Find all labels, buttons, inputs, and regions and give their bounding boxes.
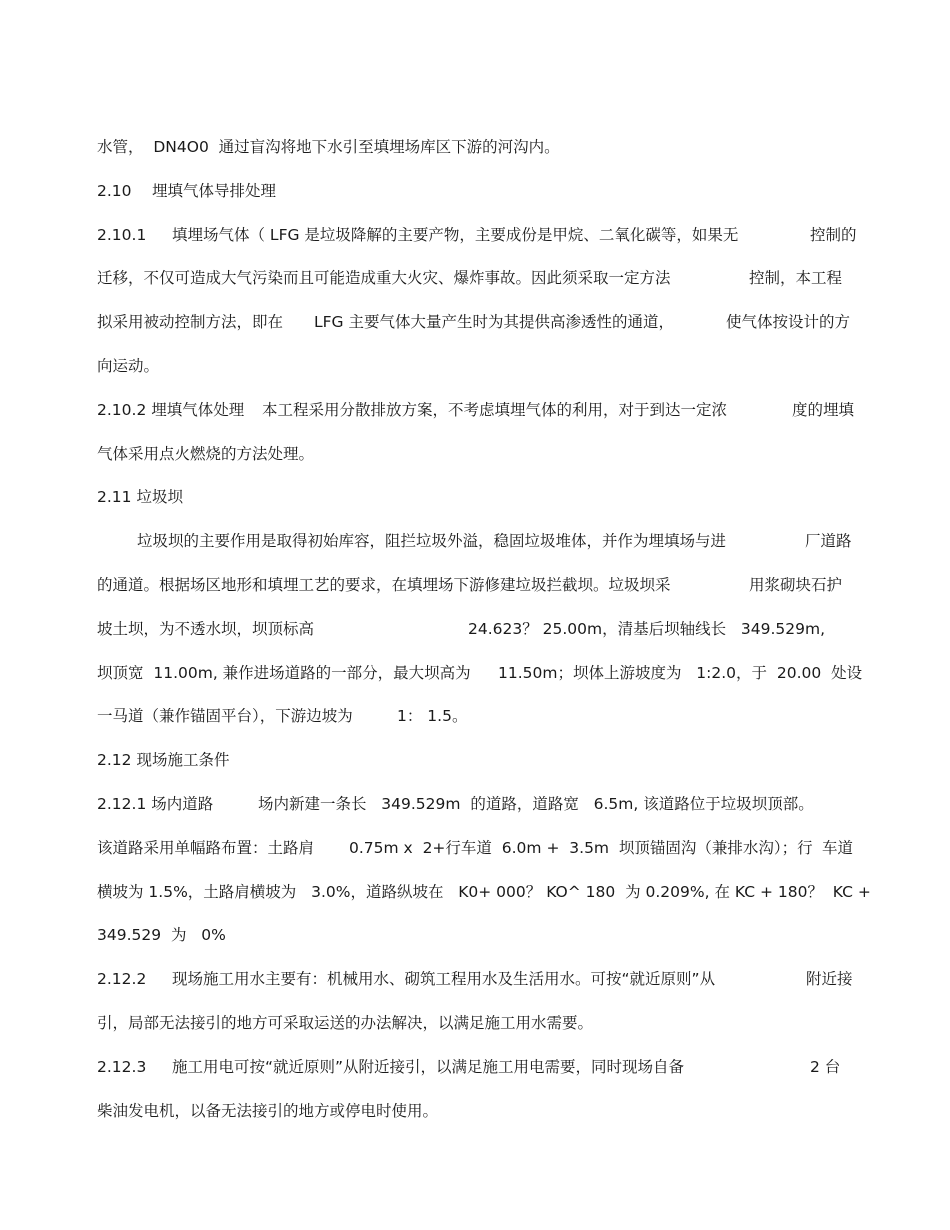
text-line xyxy=(0,530,950,552)
text-line xyxy=(0,574,950,596)
text-segment: 坡土坝，为不透水坝，坝顶标高 xyxy=(97,620,315,638)
text-segment: 11.50m；坝体上游坡度为 1:2.0，于 20.00 处设 xyxy=(498,664,863,682)
section-number: 2.10.1 xyxy=(97,226,147,244)
text-segment: 2 台 xyxy=(810,1058,841,1076)
text-line xyxy=(0,881,950,903)
text-line xyxy=(0,1100,950,1122)
text-segment: 气体采用点火燃烧的方法处理。 xyxy=(97,445,315,463)
text-segment: 施工用电可按“就近原则”从附近接引，以满足施工用电需要，同时现场自备 xyxy=(172,1058,685,1076)
section-heading xyxy=(0,749,950,771)
text-line xyxy=(0,837,950,859)
text-segment: 迁移，不仅可造成大气污染而且可能造成重大火灾、爆炸事故。因此须采取一定方法 xyxy=(97,269,671,287)
text-segment: 厂道路 xyxy=(805,532,852,550)
section-title: 2.12 现场施工条件 xyxy=(97,751,230,769)
text-segment: 1： 1.5。 xyxy=(397,707,468,725)
text-segment: 车道 xyxy=(822,839,854,857)
text-line xyxy=(0,1056,950,1078)
text-line xyxy=(0,793,950,815)
text-segment: 引，局部无法接引的地方可采取运送的办法解决，以满足施工用水需要。 xyxy=(97,1014,594,1032)
text-line xyxy=(0,968,950,990)
text-segment: 用浆砌块石护 xyxy=(749,576,843,594)
text-line xyxy=(0,136,950,158)
text-line xyxy=(0,355,950,377)
text-segment: 使气体按设计的方 xyxy=(726,313,851,331)
text-segment: 24.623？ 25.00m，清基后坝轴线长 349.529m, xyxy=(468,620,826,638)
text-segment: 横坡为 1.5%，土路肩横坡为 3.0%，道路纵坡在 K0+ 000？ KO^ 180 为 0.209%, 在 KC + 180？ KC + xyxy=(97,883,871,901)
section-heading xyxy=(0,180,950,202)
text-line xyxy=(0,267,950,289)
text-line xyxy=(0,311,950,333)
section-number: 2.10 xyxy=(97,182,132,200)
text-line xyxy=(0,224,950,246)
text-line xyxy=(0,705,950,727)
section-heading xyxy=(0,486,950,508)
text-segment: 填埋场气体（ LFG 是垃圾降解的主要产物，主要成份是甲烷、二氧化碳等，如果无 xyxy=(172,226,739,244)
text-line xyxy=(0,1012,950,1034)
text-segment: 现场施工用水主要有：机械用水、砌筑工程用水及生活用水。可按“就近原则”从 xyxy=(172,970,716,988)
section-number: 2.12.2 xyxy=(97,970,147,988)
text-line xyxy=(0,662,950,684)
section-number: 2.12.1 场内道路 xyxy=(97,795,214,813)
text-line xyxy=(0,443,950,465)
text-line xyxy=(0,618,950,640)
section-title: 埋填气体导排处理 xyxy=(152,182,277,200)
text-segment: 本工程采用分散排放方案，不考虑填埋气体的利用，对于到达一定浓 xyxy=(262,401,728,419)
text-segment: 拟采用被动控制方法，即在 xyxy=(97,313,284,331)
text-segment: 349.529 为 0% xyxy=(97,926,226,944)
section-number: 2.10.2 埋填气体处理 xyxy=(97,401,245,419)
section-number: 2.12.3 xyxy=(97,1058,147,1076)
text-segment: 柴油发电机，以备无法接引的地方或停电时使用。 xyxy=(97,1102,439,1120)
text-segment: 向运动。 xyxy=(97,357,160,375)
text-segment: 附近接 xyxy=(806,970,853,988)
text-line xyxy=(0,924,950,946)
text-segment: 度的埋填 xyxy=(792,401,855,419)
text-segment: 一马道（兼作锚固平台），下游边坡为 xyxy=(97,707,353,725)
text-segment: 0.75m x 2+行车道 6.0m + 3.5m 坝顶锚固沟（兼排水沟）；行 xyxy=(349,839,813,857)
text-segment: 坝顶宽 11.00m, 兼作进场道路的一部分，最大坝高为 xyxy=(97,664,471,682)
text-segment: 水管， DN4O0 通过盲沟将地下水引至填埋场库区下游的河沟内。 xyxy=(97,138,560,156)
text-segment: 场内新建一条长 349.529m 的道路，道路宽 6.5m, 该道路位于垃圾坝顶部。 xyxy=(258,795,814,813)
text-segment: LFG 主要气体大量产生时为其提供高渗透性的通道， xyxy=(314,313,674,331)
text-segment: 该道路采用单幅路布置：土路肩 xyxy=(97,839,315,857)
text-line xyxy=(0,399,950,421)
text-segment: 的通道。根据场区地形和填埋工艺的要求，在填埋场下游修建垃圾拦截坝。垃圾坝采 xyxy=(97,576,671,594)
text-segment: 控制的 xyxy=(810,226,857,244)
text-segment: 控制，本工程 xyxy=(749,269,843,287)
text-segment: 垃圾坝的主要作用是取得初始库容，阻拦垃圾外溢，稳固垃圾堆体，并作为埋填场与进 xyxy=(137,532,727,550)
section-title: 2.11 垃圾坝 xyxy=(97,488,183,506)
